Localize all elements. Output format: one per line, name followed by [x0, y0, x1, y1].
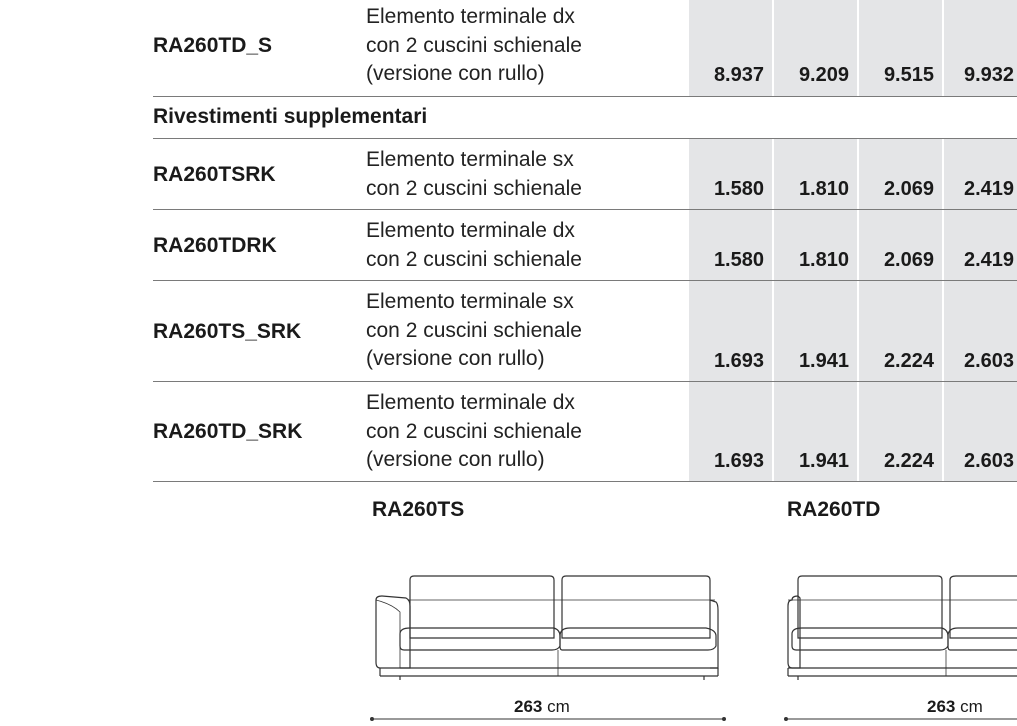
- model-label-right: RA260TD: [787, 498, 881, 521]
- row-divider: [153, 381, 1017, 382]
- product-description: [366, 146, 582, 203]
- dimension-value: 263: [514, 697, 543, 716]
- product-description: [366, 288, 582, 374]
- price-cell: 2.069: [883, 249, 934, 271]
- price-cell: 1.941: [798, 350, 849, 372]
- product-code: RA260TD_SRK: [153, 420, 303, 443]
- sofa-left-arm-drawing: [370, 572, 722, 684]
- price-cell: 1.810: [798, 249, 849, 271]
- price-cell: 8.937: [713, 64, 764, 86]
- dimension-line-left: [368, 714, 730, 724]
- product-code: RA260TSRK: [153, 163, 276, 186]
- price-cell: 2.603: [964, 450, 1015, 472]
- row-divider: [153, 209, 1017, 210]
- price-cell: 9.515: [883, 64, 934, 86]
- price-cell: 1.693: [713, 450, 764, 472]
- price-cell: 1.580: [713, 178, 764, 200]
- row-divider: [153, 96, 1017, 97]
- price-cell: 2.603: [964, 350, 1015, 372]
- description-line: (versione con rullo): [366, 62, 545, 85]
- description-line: con 2 cuscini schienale: [366, 33, 582, 57]
- product-description: [366, 3, 582, 89]
- description-line: con 2 cuscini schienale: [366, 176, 582, 200]
- price-cell: 9.209: [798, 64, 849, 86]
- dimension-line-right: [782, 714, 1017, 724]
- price-cell: 2.224: [883, 350, 934, 372]
- price-cell: 1.580: [713, 249, 764, 271]
- description-line: Elemento terminale sx: [366, 148, 574, 171]
- price-cell: 1.941: [798, 450, 849, 472]
- row-divider: [153, 280, 1017, 281]
- description-line: Elemento terminale dx: [366, 219, 575, 242]
- price-cell: 1.810: [798, 178, 849, 200]
- price-cell: 1.693: [713, 350, 764, 372]
- row-divider: [153, 138, 1017, 139]
- product-description: [366, 389, 582, 475]
- row-divider: [153, 481, 1017, 482]
- description-line: Elemento terminale sx: [366, 290, 574, 313]
- description-line: Elemento terminale dx: [366, 5, 575, 28]
- model-label-left: RA260TS: [372, 498, 465, 521]
- dimension-value: 263: [927, 697, 956, 716]
- price-cell: 2.224: [883, 450, 934, 472]
- price-cell: 2.419: [964, 178, 1015, 200]
- product-description: [366, 217, 582, 274]
- product-code: RA260TD_S: [153, 34, 273, 57]
- price-cell: 2.419: [964, 249, 1015, 271]
- description-line: (versione con rullo): [366, 448, 545, 471]
- product-code: RA260TDRK: [153, 234, 277, 257]
- description-line: con 2 cuscini schienale: [366, 419, 582, 443]
- dimension-unit: cm: [960, 697, 983, 716]
- price-cell: 2.069: [883, 178, 934, 200]
- price-cell: 9.932: [964, 64, 1015, 86]
- dimension-unit: cm: [547, 697, 570, 716]
- description-line: (versione con rullo): [366, 347, 545, 370]
- sofa-right-arm-drawing: [784, 572, 1017, 684]
- description-line: Elemento terminale dx: [366, 391, 575, 414]
- description-line: con 2 cuscini schienale: [366, 318, 582, 342]
- section-title: Rivestimenti supplementari: [153, 105, 428, 128]
- product-code: RA260TS_SRK: [153, 320, 302, 343]
- description-line: con 2 cuscini schienale: [366, 247, 582, 271]
